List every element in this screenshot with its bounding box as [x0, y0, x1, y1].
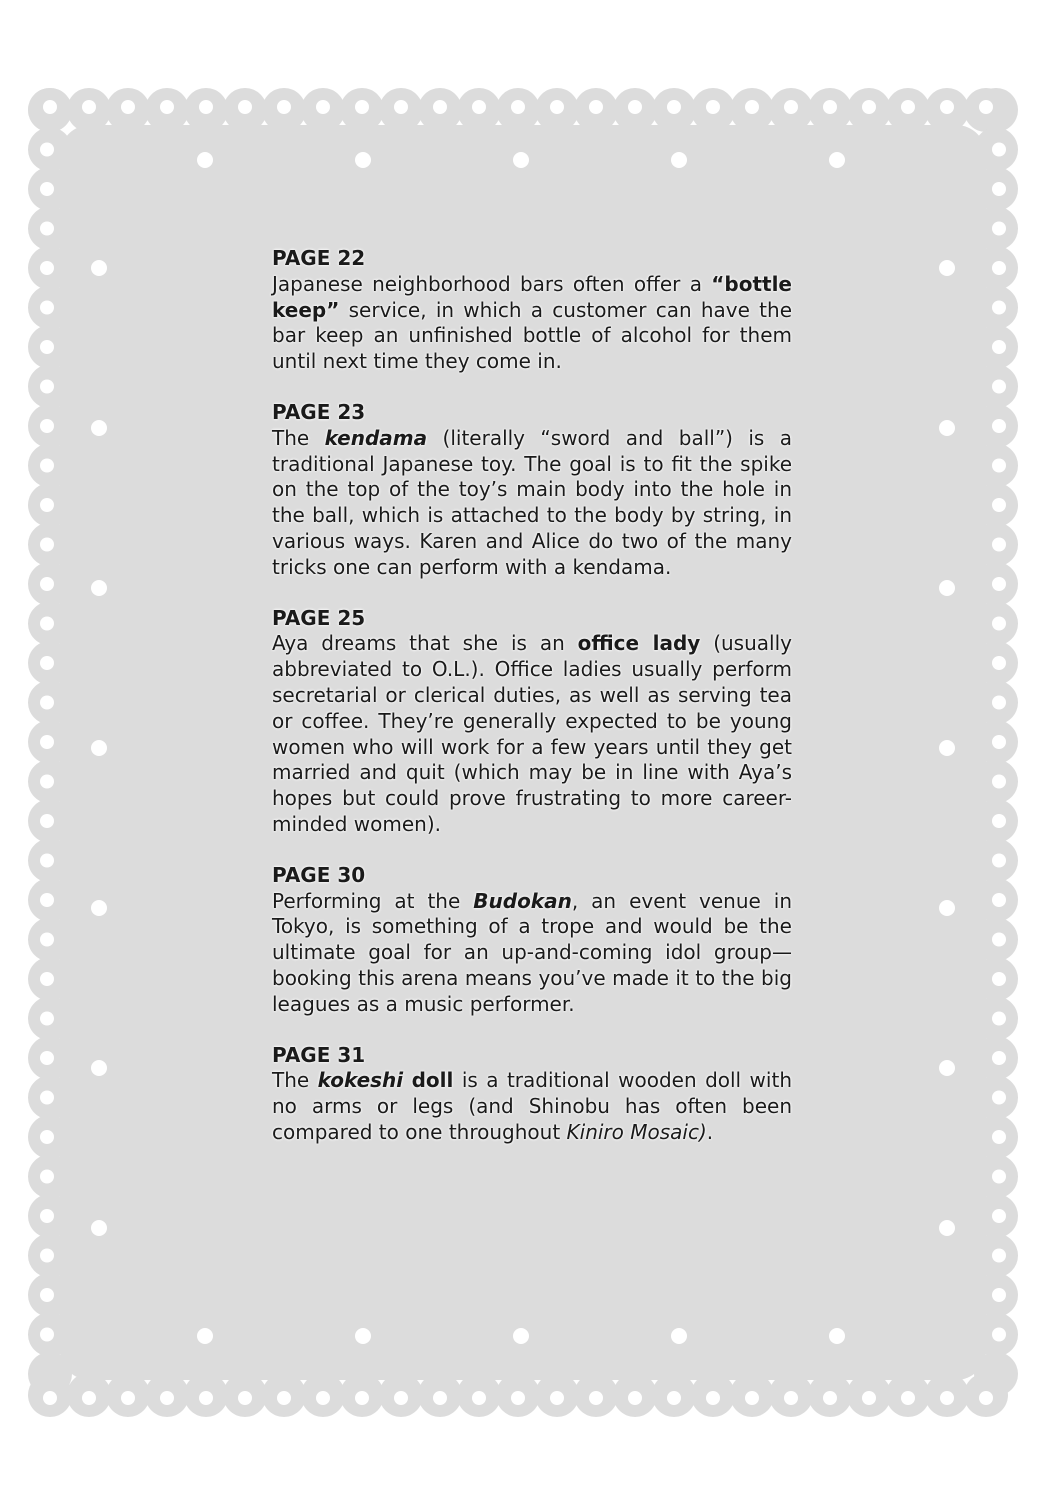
lace-hole — [992, 1170, 1006, 1184]
lace-hole — [628, 1391, 642, 1405]
lace-hole — [939, 420, 955, 436]
lace-hole — [671, 152, 687, 168]
lace-hole — [40, 143, 54, 157]
lace-hole — [40, 1130, 54, 1144]
lace-hole — [784, 1391, 798, 1405]
lace-hole — [992, 735, 1006, 749]
lace-hole — [91, 260, 107, 276]
lace-hole — [121, 1391, 135, 1405]
lace-hole — [992, 222, 1006, 236]
lace-hole — [355, 152, 371, 168]
lace-hole — [745, 1391, 759, 1405]
lace-hole — [862, 1391, 876, 1405]
lace-hole — [40, 972, 54, 986]
lace-hole — [939, 260, 955, 276]
lace-hole — [979, 100, 993, 114]
lace-hole — [939, 1220, 955, 1236]
lace-hole — [939, 1060, 955, 1076]
lace-hole — [199, 1391, 213, 1405]
lace-hole — [40, 419, 54, 433]
lace-hole — [939, 580, 955, 596]
lace-hole — [992, 182, 1006, 196]
lace-hole — [40, 261, 54, 275]
lace-hole — [992, 933, 1006, 947]
note-page-30 — [272, 863, 792, 1018]
lace-hole — [40, 538, 54, 552]
emphasized-term: “bottle keep” — [272, 271, 792, 322]
lace-hole — [82, 1391, 96, 1405]
emphasized-term: kendama — [324, 425, 428, 450]
lace-hole — [40, 340, 54, 354]
lace-hole — [40, 814, 54, 828]
lace-hole — [939, 740, 955, 756]
note-heading: PAGE 31 — [272, 1042, 366, 1067]
lace-hole — [43, 1391, 57, 1405]
body-text: Aya dreams that she is an — [272, 631, 578, 656]
lace-hole — [745, 100, 759, 114]
lace-hole — [238, 100, 252, 114]
note-body — [272, 272, 792, 375]
note-heading: PAGE 30 — [272, 862, 366, 887]
lace-hole — [40, 696, 54, 710]
note-page-22 — [272, 246, 792, 375]
lace-hole — [992, 1130, 1006, 1144]
lace-hole — [91, 580, 107, 596]
emphasized-term: office lady — [577, 631, 701, 656]
lace-hole — [992, 1288, 1006, 1302]
body-text: . — [706, 1119, 714, 1144]
note-page-31 — [272, 1043, 792, 1146]
lace-hole — [992, 1328, 1006, 1342]
lace-hole — [40, 182, 54, 196]
lace-hole — [40, 1328, 54, 1342]
lace-hole — [40, 933, 54, 947]
lace-hole — [823, 100, 837, 114]
lace-hole — [355, 100, 369, 114]
lace-hole — [160, 1391, 174, 1405]
lace-hole — [91, 900, 107, 916]
lace-hole — [40, 617, 54, 631]
lace-hole — [513, 152, 529, 168]
lace-hole — [40, 301, 54, 315]
lace-hole — [40, 775, 54, 789]
lace-hole — [513, 1328, 529, 1344]
lace-hole — [992, 340, 1006, 354]
emphasized-term: kokeshi — [317, 1068, 404, 1093]
lace-hole — [40, 1170, 54, 1184]
lace-hole — [40, 735, 54, 749]
lace-hole — [40, 893, 54, 907]
lace-hole — [992, 696, 1006, 710]
lace-hole — [91, 420, 107, 436]
lace-hole — [91, 1060, 107, 1076]
lace-hole — [40, 854, 54, 868]
lace-hole — [550, 1391, 564, 1405]
lace-hole — [992, 854, 1006, 868]
note-heading: PAGE 25 — [272, 605, 366, 630]
note-body — [272, 889, 792, 1018]
lace-hole — [940, 1391, 954, 1405]
lace-hole — [316, 100, 330, 114]
lace-hole — [901, 100, 915, 114]
note-body — [272, 631, 792, 837]
lace-hole — [992, 459, 1006, 473]
lace-hole — [91, 740, 107, 756]
lace-hole — [671, 1328, 687, 1344]
lace-hole — [706, 1391, 720, 1405]
body-text: Japanese neighborhood bars often offer a — [272, 271, 712, 296]
lace-hole — [992, 1249, 1006, 1263]
lace-hole — [784, 100, 798, 114]
lace-hole — [823, 1391, 837, 1405]
emphasized-term: doll — [411, 1068, 454, 1093]
lace-hole — [121, 100, 135, 114]
lace-hole — [992, 814, 1006, 828]
lace-hole — [829, 1328, 845, 1344]
lace-hole — [628, 100, 642, 114]
body-text: , an event venue in Tokyo, is something of a trope and would be the ultimate goal for an up-and-coming idol group—booking this arena means you’ve made it to the big leagues as a music performer. — [272, 888, 792, 1016]
body-text — [403, 1068, 411, 1092]
lace-hole — [40, 498, 54, 512]
lace-hole — [901, 1391, 915, 1405]
note-body — [272, 1068, 792, 1145]
body-text: The — [272, 425, 325, 450]
lace-hole — [40, 1209, 54, 1223]
lace-hole — [40, 1012, 54, 1026]
note-heading: PAGE 22 — [272, 246, 366, 270]
lace-hole — [992, 301, 1006, 315]
translation-notes — [272, 246, 792, 1171]
lace-hole — [40, 656, 54, 670]
lace-hole — [355, 1391, 369, 1405]
lace-hole — [40, 459, 54, 473]
lace-hole — [992, 1091, 1006, 1105]
lace-hole — [394, 1391, 408, 1405]
lace-hole — [472, 1391, 486, 1405]
lace-hole — [992, 893, 1006, 907]
lace-hole — [589, 100, 603, 114]
lace-hole — [992, 143, 1006, 157]
lace-hole — [992, 498, 1006, 512]
lace-hole — [472, 100, 486, 114]
body-text: (usually abbreviated to O.L.). Office ladies usually perform secretarial or clerical duties, as well as serving tea or coffee. They’re generally expected to be young women who will work for a few years until they get married and quit (which may be in line with Aya’s hopes but could prove frustrating to more career-minded women). — [272, 631, 792, 836]
lace-hole — [992, 1012, 1006, 1026]
lace-hole — [511, 100, 525, 114]
lace-hole — [43, 100, 57, 114]
lace-hole — [992, 1051, 1006, 1065]
lace-hole — [238, 1391, 252, 1405]
lace-hole — [992, 617, 1006, 631]
body-text: Performing at the — [272, 888, 474, 913]
lace-hole — [992, 972, 1006, 986]
lace-hole — [394, 100, 408, 114]
lace-hole — [40, 1288, 54, 1302]
body-text: (literally “sword and ball”) is a traditional Japanese toy. The goal is to fit the spike on the top of the toy’s main body into the hole in the ball, which is attached to the body by string, in various ways. Karen and Alice do two of the many tricks one can perform with a kendama. — [272, 425, 792, 579]
lace-hole — [667, 100, 681, 114]
lace-hole — [433, 1391, 447, 1405]
lace-hole — [992, 261, 1006, 275]
lace-hole — [589, 1391, 603, 1405]
lace-hole — [197, 1328, 213, 1344]
lace-hole — [829, 152, 845, 168]
lace-hole — [992, 380, 1006, 394]
lace-hole — [433, 100, 447, 114]
lace-hole — [199, 100, 213, 114]
lace-hole — [197, 152, 213, 168]
lace-hole — [160, 100, 174, 114]
lace-hole — [550, 100, 564, 114]
lace-hole — [979, 1391, 993, 1405]
lace-hole — [939, 900, 955, 916]
lace-hole — [355, 1328, 371, 1344]
lace-hole — [40, 222, 54, 236]
lace-hole — [511, 1391, 525, 1405]
note-heading: PAGE 23 — [272, 399, 366, 424]
lace-hole — [91, 1220, 107, 1236]
lace-hole — [706, 100, 720, 114]
lace-hole — [40, 577, 54, 591]
lace-hole — [316, 1391, 330, 1405]
body-text: service, in which a customer can have the bar keep an unfinished bottle of alcohol for them until next time they come in. — [272, 297, 792, 374]
lace-hole — [277, 100, 291, 114]
emphasized-term: Budokan — [473, 888, 572, 913]
lace-hole — [992, 577, 1006, 591]
lace-hole — [667, 1391, 681, 1405]
lace-hole — [992, 1209, 1006, 1223]
lace-hole — [40, 1091, 54, 1105]
note-body — [272, 426, 792, 581]
lace-hole — [862, 100, 876, 114]
body-text: is a traditional wooden doll with no arms or legs (and Shinobu has often been compared to one throughout — [272, 1068, 792, 1144]
lace-hole — [40, 1051, 54, 1065]
note-page-23 — [272, 400, 792, 581]
lace-hole — [992, 656, 1006, 670]
lace-hole — [992, 538, 1006, 552]
body-text: The — [272, 1068, 318, 1093]
lace-hole — [40, 1249, 54, 1263]
emphasized-term: Kiniro Mosaic) — [566, 1119, 707, 1144]
note-page-25 — [272, 606, 792, 838]
lace-hole — [277, 1391, 291, 1405]
lace-hole — [40, 380, 54, 394]
lace-hole — [992, 775, 1006, 789]
lace-hole — [940, 100, 954, 114]
lace-hole — [992, 419, 1006, 433]
lace-hole — [82, 100, 96, 114]
